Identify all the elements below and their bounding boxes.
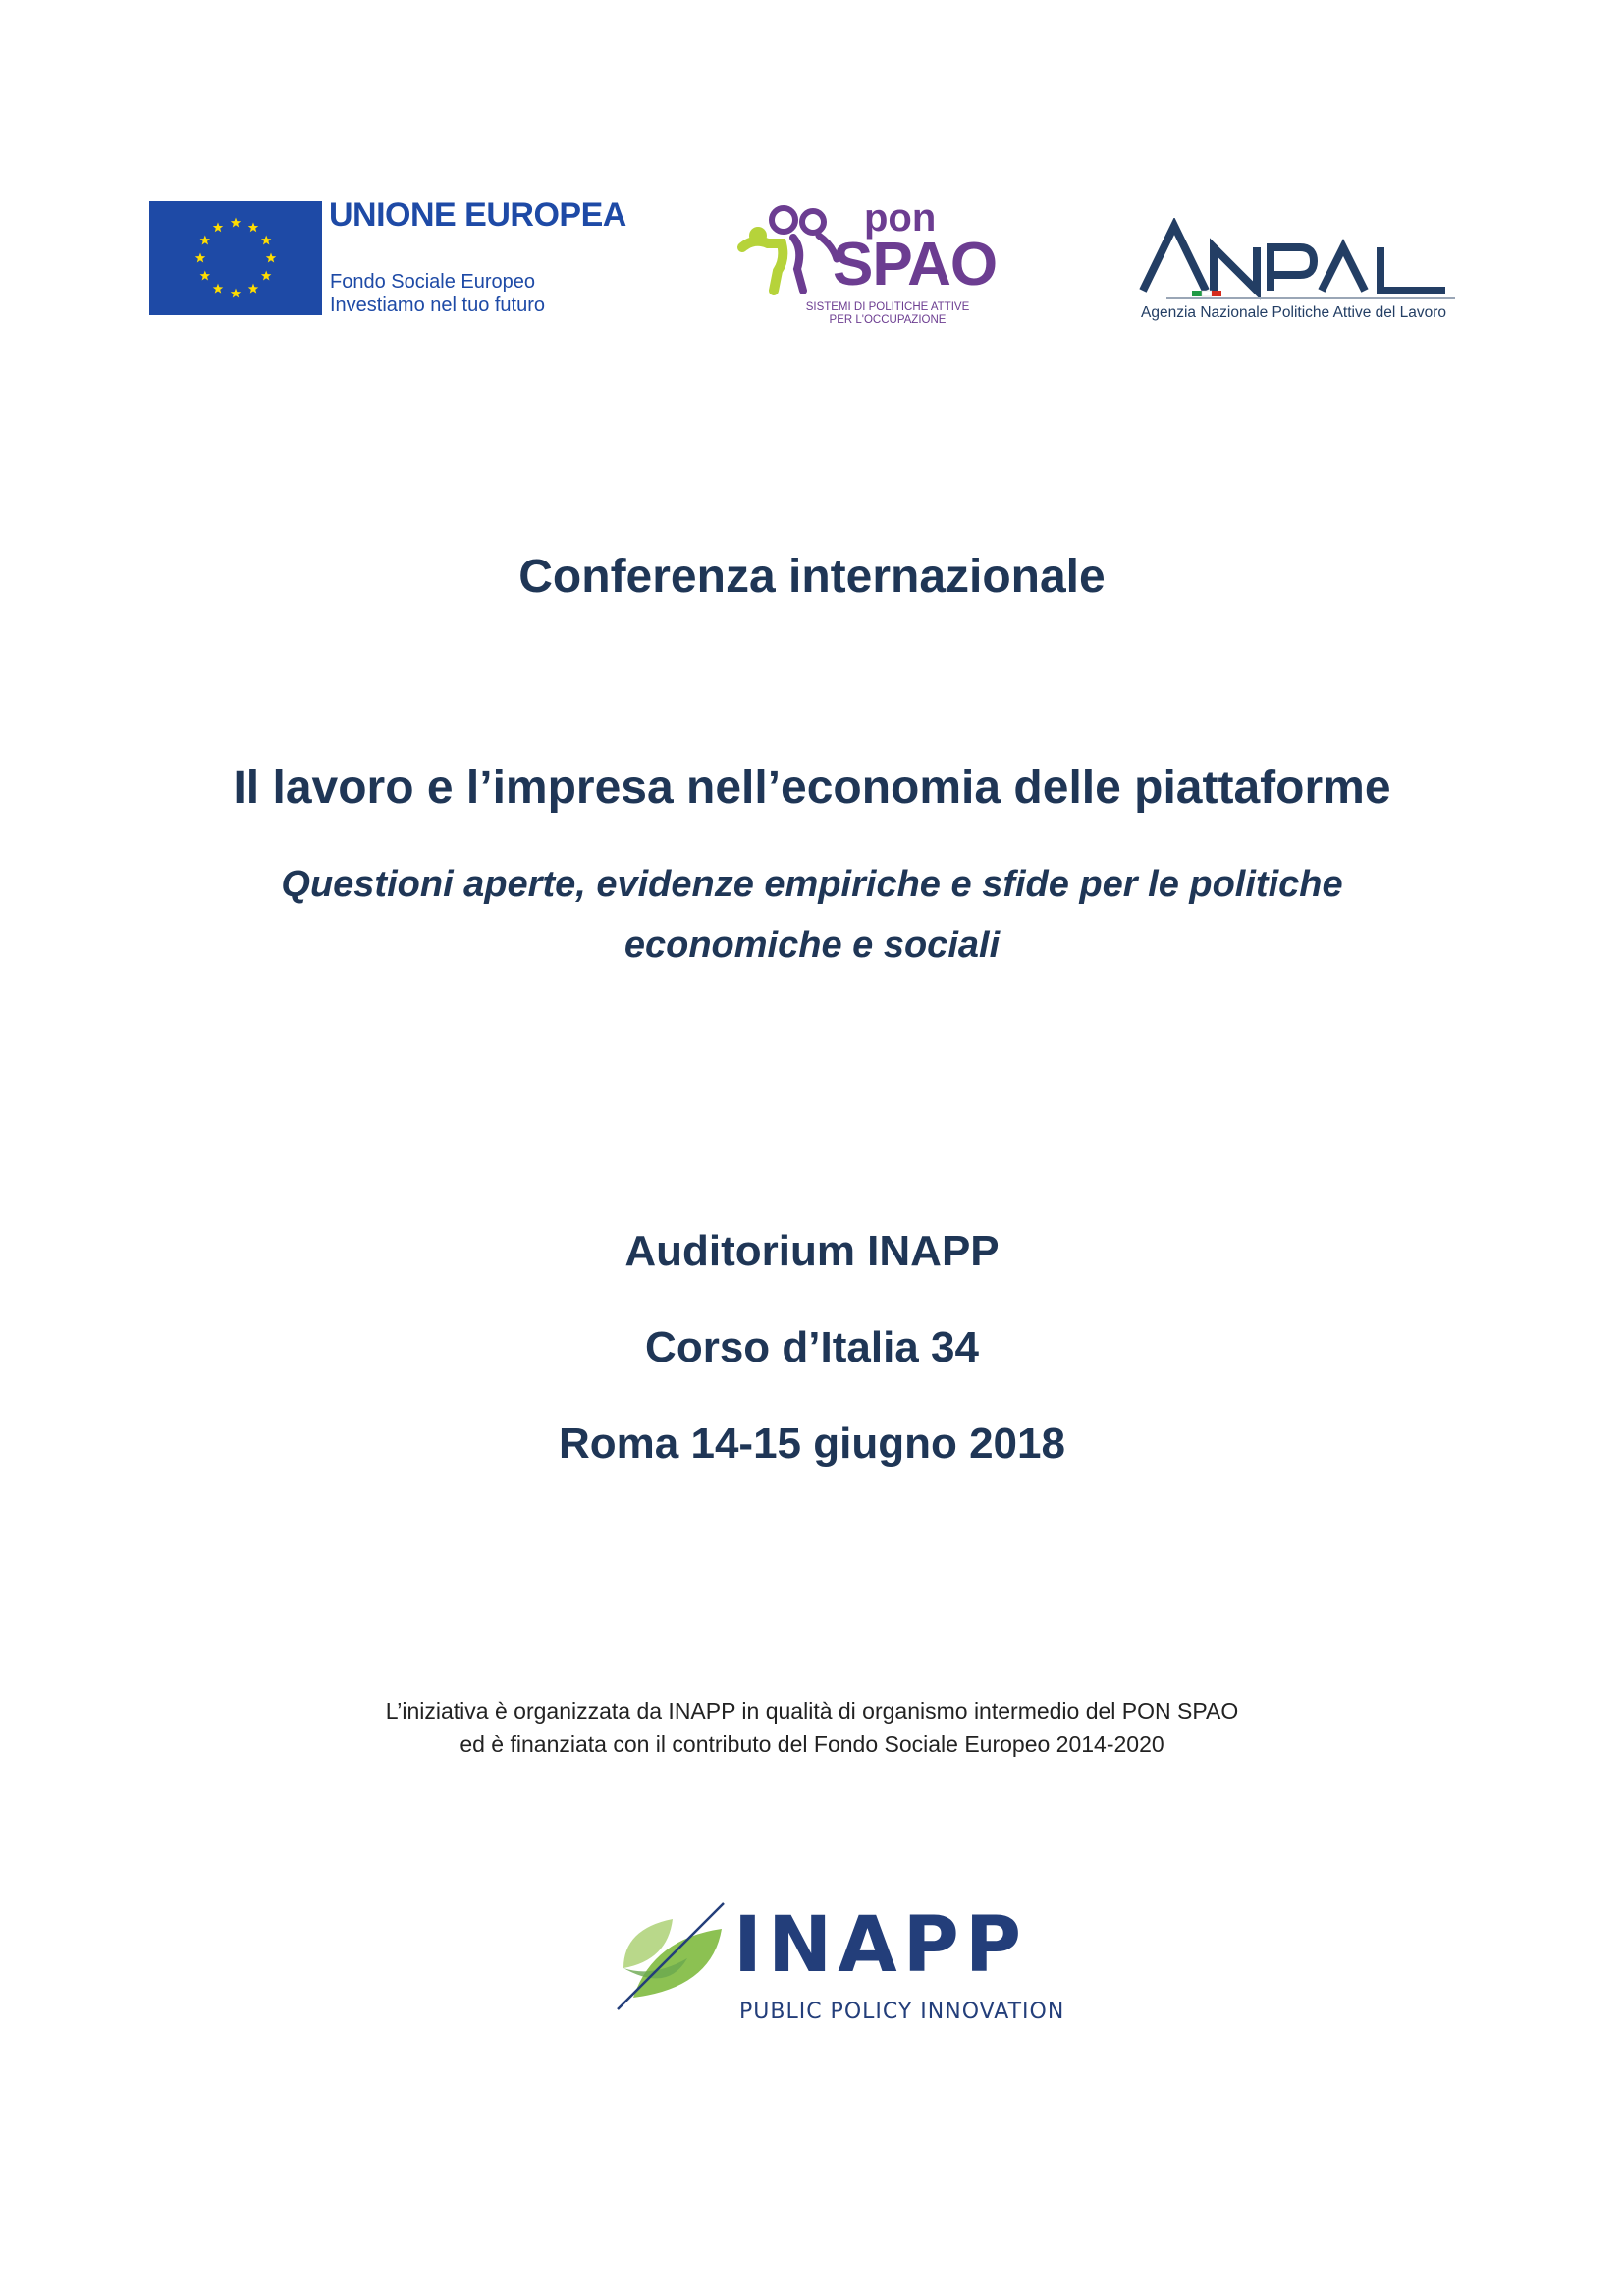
inapp-logo (614, 1899, 1065, 2037)
eu-flag-icon (149, 201, 322, 315)
main-title: Il lavoro e l’impresa nell’economia delle piattaforme (233, 762, 1391, 814)
inapp-wordmark: INAPP (733, 1901, 1028, 1990)
leaf-icon (614, 1899, 731, 2017)
subtitle-line2: economiche e sociali (623, 925, 1001, 966)
venue-name: Auditorium INAPP (624, 1227, 1000, 1275)
pon-caption-line1: SISTEMI DI POLITICHE ATTIVE (805, 301, 970, 313)
inapp-tagline: PUBLIC POLICY INNOVATION (739, 2000, 1065, 2024)
eu-star-icon (213, 284, 223, 294)
eu-star-icon (231, 289, 241, 298)
eu-star-icon (248, 222, 258, 232)
eu-star-icon (261, 271, 271, 281)
eu-star-icon (261, 236, 271, 245)
pon-figures-icon (734, 200, 842, 298)
eu-fund-name: Fondo Sociale Europeo (330, 271, 536, 293)
eu-star-icon (195, 253, 205, 263)
anpal-subtitle: Agenzia Nazionale Politiche Attive del Lavoro (1141, 304, 1447, 321)
eu-logo (149, 196, 640, 319)
eu-star-icon (266, 253, 276, 263)
eu-star-icon (231, 218, 241, 228)
eu-star-icon (248, 284, 258, 294)
pon-caption-line2: PER L'OCCUPAZIONE (829, 314, 947, 326)
venue-address: Corso d’Italia 34 (645, 1323, 979, 1371)
anpal-logo (1139, 218, 1473, 331)
subtitle-line1: Questioni aperte, evidenze empiriche e sfide per le politiche (281, 864, 1343, 905)
pon-spao-logo (734, 196, 1019, 328)
anpal-wordmark-icon (1139, 218, 1473, 304)
anpal-name-hidden (1139, 218, 1140, 219)
eu-star-icon (200, 271, 210, 281)
eu-star-icon (213, 222, 223, 232)
organizer-note-line2: ed è finanziata con il contributo del Fondo Sociale Europeo 2014-2020 (460, 1732, 1164, 1757)
conference-label: Conferenza internazionale (518, 551, 1106, 603)
spao-word: SPAO (833, 231, 998, 298)
pon-word: pon (864, 196, 937, 240)
eu-slogan: Investiamo nel tuo futuro (330, 294, 546, 316)
organizer-note-line1: L’iniziativa è organizzata da INAPP in qualità di organismo intermedio del PON SPAO (385, 1698, 1239, 1724)
venue-date: Roma 14-15 giugno 2018 (559, 1419, 1065, 1468)
eu-title: UNIONE EUROPEA (329, 196, 626, 234)
eu-star-icon (200, 236, 210, 245)
